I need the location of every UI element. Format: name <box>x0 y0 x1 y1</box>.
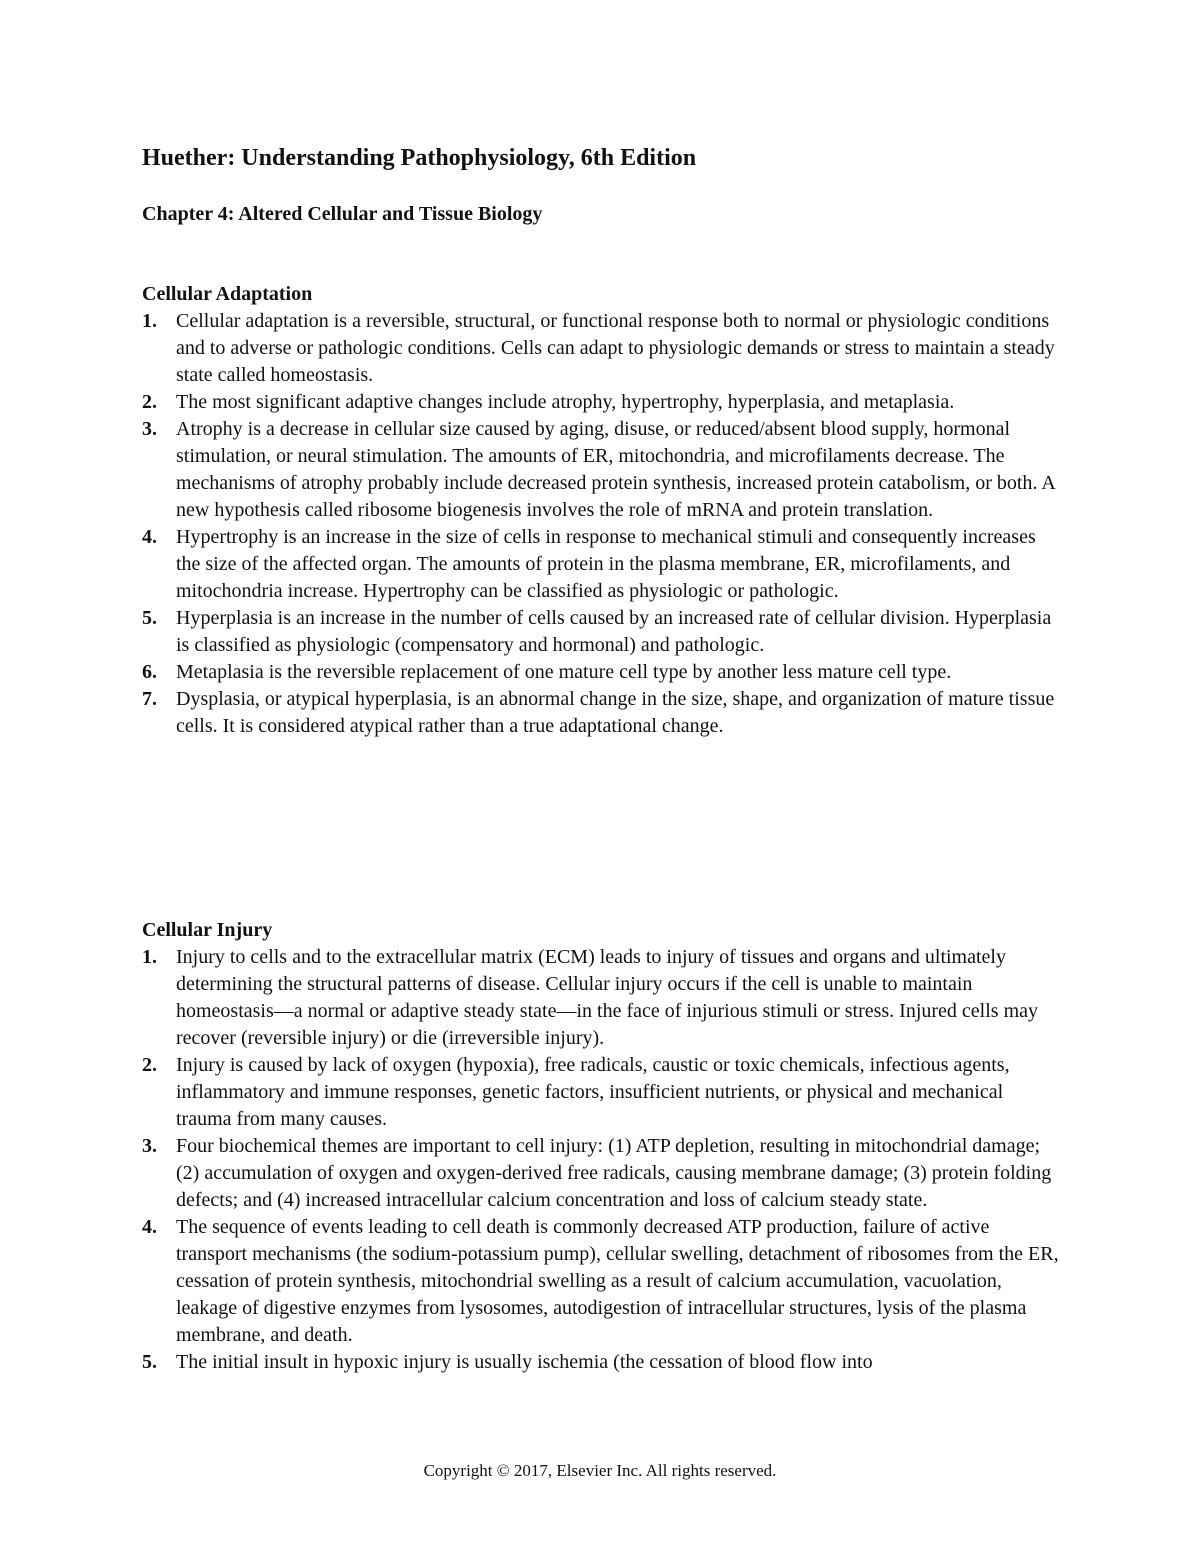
item-text: Injury to cells and to the extracellular matrix (ECM) leads to injury of tissues and organs and ultimately determining the structural patterns of disease. Cellular injury occurs if the cell is unable to maintain homeostasis—a normal or adaptive steady state—in the face of injurious stimuli or stress. Injured cells may recover (reversible injury) or die (irreversible injury). <box>176 946 1039 1049</box>
item-text: Atrophy is a decrease in cellular size caused by aging, disuse, or reduced/absent blood supply, hormonal stimulation, or neural stimulation. The amounts of ER, mitochondria, and microfilaments decrease. The mechanisms of atrophy probably include decreased protein synthesis, increased protein catabolism, or both. A new hypothesis called ribosome biogenesis involves the role of mRNA and protein translation. <box>176 418 1055 521</box>
list-item <box>142 944 1060 1052</box>
list-item <box>142 416 1060 524</box>
item-number: 4. <box>142 1216 157 1238</box>
item-number: 6. <box>142 661 157 683</box>
item-number: 2. <box>142 1054 157 1076</box>
item-text: Hyperplasia is an increase in the number of cells caused by an increased rate of cellular division. Hyperplasia is classified as physiologic (compensatory and hormonal) and pathologic. <box>176 607 1052 656</box>
section-cellular-injury <box>142 917 1060 1376</box>
list-item <box>142 605 1060 659</box>
item-number: 2. <box>142 391 157 413</box>
item-number: 1. <box>142 946 157 968</box>
item-text: Hypertrophy is an increase in the size of cells in response to mechanical stimuli and consequently increases the size of the affected organ. The amounts of protein in the plasma membrane, ER, microfilaments, and mitochondria increase. Hypertrophy can be classified as physiologic or pathologic. <box>176 526 1036 602</box>
section-heading: Cellular Adaptation <box>142 283 313 305</box>
list-item <box>142 659 1060 686</box>
list-item <box>142 524 1060 605</box>
item-text: The initial insult in hypoxic injury is usually ischemia (the cessation of blood flow into <box>176 1351 873 1373</box>
item-number: 3. <box>142 1135 157 1157</box>
numbered-list <box>142 944 1060 1376</box>
item-text: Cellular adaptation is a reversible, structural, or functional response both to normal or physiologic conditions and to adverse or pathologic conditions. Cells can adapt to physiologic demands or stress to maintain a steady state called homeostasis. <box>176 310 1055 386</box>
chapter-title: Chapter 4: Altered Cellular and Tissue Biology <box>142 203 543 225</box>
item-text: The most significant adaptive changes include atrophy, hypertrophy, hyperplasia, and metaplasia. <box>176 391 955 413</box>
item-number: 5. <box>142 1351 157 1373</box>
document-title: Huether: Understanding Pathophysiology, 6th Edition <box>142 145 697 171</box>
item-number: 4. <box>142 526 157 548</box>
list-item <box>142 1214 1060 1349</box>
item-number: 5. <box>142 607 157 629</box>
item-number: 3. <box>142 418 157 440</box>
list-item <box>142 1133 1060 1214</box>
list-item <box>142 1052 1060 1133</box>
item-number: 7. <box>142 688 157 710</box>
list-item <box>142 389 1060 416</box>
numbered-list <box>142 308 1060 740</box>
item-text: Dysplasia, or atypical hyperplasia, is an abnormal change in the size, shape, and organization of mature tissue cells. It is considered atypical rather than a true adaptational change. <box>176 688 1055 737</box>
list-item <box>142 1349 1060 1376</box>
section-cellular-adaptation <box>142 281 1060 740</box>
item-text: Injury is caused by lack of oxygen (hypoxia), free radicals, caustic or toxic chemicals, infectious agents, inflammatory and immune responses, genetic factors, insufficient nutrients, or physical and mechanical trauma from many causes. <box>176 1054 1010 1130</box>
list-item <box>142 308 1060 389</box>
item-text: Metaplasia is the reversible replacement of one mature cell type by another less mature cell type. <box>176 661 952 683</box>
list-item <box>142 686 1060 740</box>
item-text: The sequence of events leading to cell death is commonly decreased ATP production, failure of active transport mechanisms (the sodium-potassium pump), cellular swelling, detachment of ribosomes from the ER, cessation of protein synthesis, mitochondrial swelling as a result of calcium accumulation, vacuolation, leakage of digestive enzymes from lysosomes, autodigestion of intracellular structures, lysis of the plasma membrane, and death. <box>176 1216 1059 1346</box>
section-heading: Cellular Injury <box>142 919 273 941</box>
item-number: 1. <box>142 310 157 332</box>
item-text: Four biochemical themes are important to cell injury: (1) ATP depletion, resulting in mitochondrial damage; (2) accumulation of oxygen and oxygen-derived free radicals, causing membrane damage; (3) protein folding defects; and (4) increased intracellular calcium concentration and loss of calcium steady state. <box>176 1135 1052 1211</box>
copyright-footer: Copyright © 2017, Elsevier Inc. All rights reserved. <box>423 1461 777 1480</box>
